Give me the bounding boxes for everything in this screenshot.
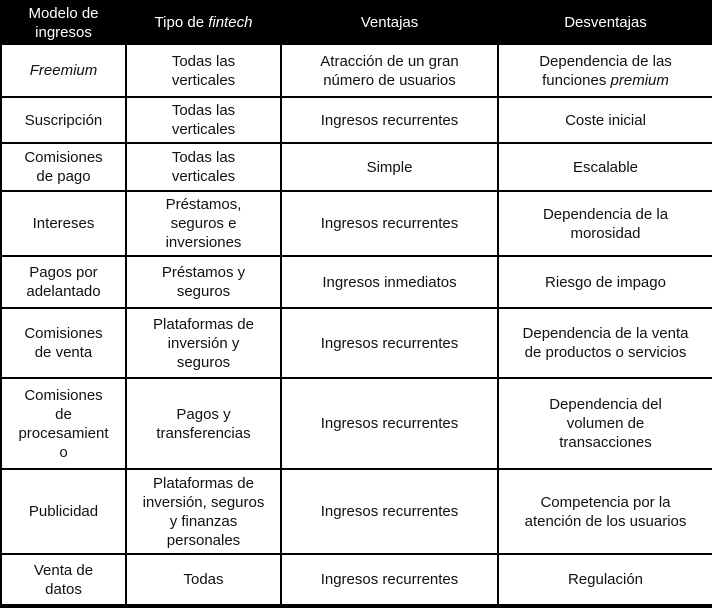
table-cell [498, 469, 712, 554]
table-body [1, 44, 712, 606]
table-cell-line: Comisiones [24, 386, 103, 404]
table-cell-line: Intereses [32, 215, 95, 232]
table-cell-line: Venta de [33, 561, 94, 579]
table-row [1, 378, 712, 469]
table-cell [126, 44, 281, 97]
plain-text: Tipo de [154, 14, 209, 31]
table-cell-line: seguros [176, 353, 231, 371]
table-cell-line: Pagos y [176, 405, 231, 423]
table-cell-line: procesamient [18, 424, 109, 442]
table-cell-line: Préstamos, [165, 196, 242, 213]
table-row [1, 554, 712, 606]
table-cell [498, 378, 712, 469]
table-cell-line: transferencias [156, 424, 251, 442]
table-cell [498, 97, 712, 143]
table-cell-line: verticales [171, 71, 236, 89]
table-cell-line: Ingresos recurrentes [320, 571, 459, 588]
table-cell [126, 308, 281, 378]
table-cell-line: inversiones [165, 234, 242, 251]
table-cell-line: Simple [366, 158, 413, 176]
table-cell-line: Comisiones [24, 325, 103, 342]
table-cell-line: inversión, seguros [142, 493, 265, 511]
table-cell-line: Escalable [572, 158, 639, 176]
table-cell-line: verticales [171, 121, 236, 138]
table-cell [126, 191, 281, 256]
header-cell-line: ingresos [35, 23, 92, 41]
table-cell [498, 191, 712, 256]
table-cell-line: Ingresos recurrentes [320, 111, 459, 129]
header-cell [498, 1, 712, 44]
table-cell [281, 378, 498, 469]
table-row [1, 44, 712, 97]
table-cell [281, 256, 498, 308]
table-row [1, 469, 712, 554]
table-cell-line: Dependencia de las [539, 52, 672, 70]
header-cell [281, 1, 498, 44]
table-cell-line: Todas las [171, 102, 236, 119]
table-row [1, 97, 712, 143]
table-cell-line: o [59, 443, 68, 461]
table-cell-line: seguros [176, 283, 231, 300]
table-cell [498, 554, 712, 606]
table-cell [281, 97, 498, 143]
table-cell-line: Atracción de un gran [320, 52, 459, 70]
table-cell [1, 378, 126, 469]
table-cell-line: de [55, 405, 72, 423]
table-cell-line: número de usuarios [323, 71, 456, 89]
table-cell [281, 308, 498, 378]
table-cell [281, 554, 498, 606]
table-row [1, 308, 712, 378]
table-cell-line: morosidad [570, 224, 641, 242]
header-cell-line: Modelo de [28, 4, 99, 22]
table-row [1, 191, 712, 256]
table-cell-line: Regulación [567, 571, 644, 588]
header-cell-line: Ventajas [360, 14, 419, 31]
table-header [1, 1, 712, 44]
table-cell [498, 308, 712, 378]
table-cell-line: transacciones [559, 434, 652, 451]
plain-text: funciones [542, 71, 611, 89]
table-cell-line: Coste inicial [565, 111, 646, 129]
table-cell-line: de venta [34, 344, 93, 361]
table-cell [1, 143, 126, 191]
table-cell-line: Dependencia de la [542, 205, 669, 223]
table-cell [1, 97, 126, 143]
table-cell [126, 469, 281, 554]
table-cell [1, 469, 126, 554]
italic-text: fintech [208, 14, 253, 31]
table-cell-line: personales [166, 531, 241, 549]
table-cell-line: Plataformas de [153, 315, 254, 333]
table-cell-line: Ingresos inmediatos [322, 273, 457, 291]
table-cell-line: Publicidad [28, 503, 99, 520]
italic-text: premium [610, 71, 669, 89]
table-cell [1, 308, 126, 378]
table-cell-line: de productos o servicios [524, 344, 687, 361]
header-cell-line: Desventajas [564, 14, 647, 31]
table-row [1, 143, 712, 191]
header-cell [126, 1, 281, 44]
table-cell [126, 554, 281, 606]
table-cell [281, 469, 498, 554]
table-cell-line: Pagos por [29, 264, 98, 281]
table-cell [281, 143, 498, 191]
table-cell [126, 97, 281, 143]
table-cell-line: adelantado [26, 283, 101, 300]
table-cell-line: atención de los usuarios [524, 512, 687, 530]
table-cell-line: volumen de [566, 415, 645, 432]
table-cell [126, 378, 281, 469]
italic-text: Freemium [29, 62, 98, 79]
table-cell-line: de pago [36, 168, 91, 185]
header-cell [1, 1, 126, 44]
table-cell [1, 256, 126, 308]
table-row [1, 256, 712, 308]
table-cell-line: Ingresos recurrentes [320, 334, 459, 352]
table-cell-line: Comisiones [24, 149, 103, 166]
table-cell-line: Plataformas de [153, 474, 254, 492]
table-cell-line: verticales [171, 168, 236, 185]
table-cell-line: datos [45, 580, 82, 598]
table-cell-line [501, 71, 710, 90]
table-cell [281, 44, 498, 97]
table-cell-line: Ingresos recurrentes [320, 503, 459, 520]
table-cell [1, 554, 126, 606]
table-cell-line: y finanzas [169, 512, 238, 530]
table-cell [281, 191, 498, 256]
table-cell [1, 191, 126, 256]
table-cell-line: Dependencia de la venta [522, 325, 689, 342]
table-cell-line: Ingresos recurrentes [320, 415, 459, 432]
table-cell-line: Riesgo de impago [545, 273, 666, 291]
table-cell [126, 256, 281, 308]
table-cell-line: Todas las [171, 149, 236, 166]
table-cell-line: Dependencia del [549, 396, 662, 413]
table-cell-line: Ingresos recurrentes [320, 215, 459, 232]
table-cell-line: Competencia por la [540, 493, 671, 511]
table-cell [126, 143, 281, 191]
table-cell [1, 44, 126, 97]
table-cell [498, 256, 712, 308]
table-cell [498, 143, 712, 191]
table-cell-line: Todas [183, 571, 224, 588]
table-cell-line: Todas las [171, 52, 236, 70]
table-cell-line: seguros e [170, 215, 237, 232]
header-row [1, 1, 712, 44]
table-cell [498, 44, 712, 97]
table-cell-line [4, 61, 123, 80]
header-cell-line [129, 13, 278, 32]
table-cell-line: Préstamos y [161, 264, 246, 281]
table-cell-line: inversión y [167, 334, 240, 352]
table-cell-line: Suscripción [24, 111, 103, 129]
